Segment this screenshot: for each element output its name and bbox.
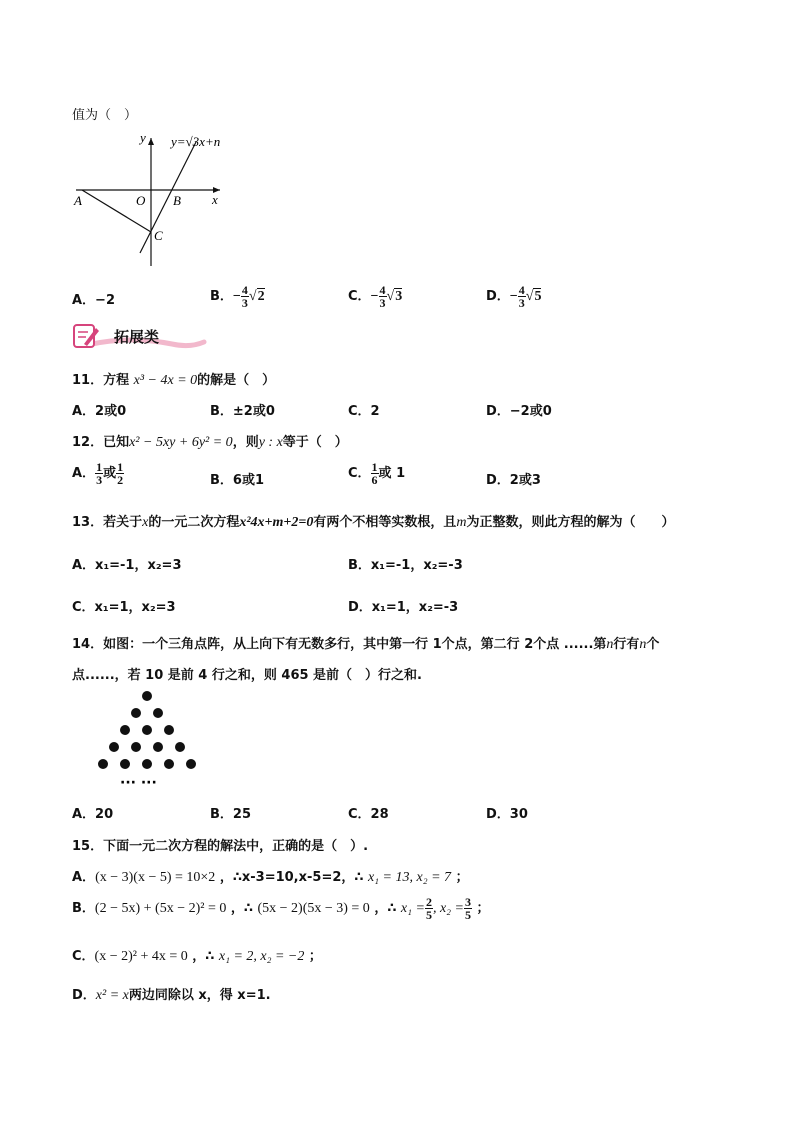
q15-option-a[interactable]: A．(x − 3)(x − 5) = 10×2 ，∴x-3=10,x-5=2，∴ x₁ = 13, x₂ = 7 ； bbox=[72, 870, 469, 885]
q14-stem-line1: 14．如图：一个三角点阵，从上向下有无数多行，其中第一行 1个点，第二行 2个点 ......第n行有n个 bbox=[72, 637, 660, 652]
section-title: 拓展类 bbox=[114, 328, 160, 346]
q11-option-d[interactable]: D．−2或0 bbox=[486, 404, 552, 419]
q14-option-c[interactable]: C．28 bbox=[348, 807, 389, 822]
x-axis-label: x bbox=[212, 192, 218, 207]
y-axis-label: y bbox=[140, 130, 146, 145]
q10-option-b[interactable]: B．− $\frac{4}{3}$ √2 bbox=[210, 283, 265, 310]
q12-stem: 12．已知x² − 5xy + 6y² = 0，则y : x等于（ ） bbox=[72, 435, 348, 450]
q13-option-b[interactable]: B．x₁=-1，x₂=-3 bbox=[348, 558, 463, 573]
q15-stem: 15．下面一元二次方程的解法中，正确的是（ ）. bbox=[72, 839, 369, 854]
q12-option-b[interactable]: B．6或1 bbox=[210, 473, 264, 488]
q10-stem-tail: 值为（ ） bbox=[72, 108, 138, 123]
q13-option-d[interactable]: D．x₁=1，x₂=-3 bbox=[348, 600, 459, 615]
q13-option-c[interactable]: C．x₁=1，x₂=3 bbox=[72, 600, 176, 615]
q15-option-d[interactable]: D．x² = x两边同除以 x，得 x=1. bbox=[72, 988, 271, 1003]
point-c-label: C bbox=[154, 228, 163, 243]
point-b-label: B bbox=[173, 193, 181, 208]
q10-option-d[interactable]: D．− $\frac{4}{3}$ √5 bbox=[486, 283, 542, 310]
q11-stem: 11．方程 x³ − 4x = 0的解是（ ） bbox=[72, 373, 276, 388]
q14-option-d[interactable]: D．30 bbox=[486, 807, 528, 822]
y-axis-arrow bbox=[148, 138, 154, 145]
point-a-label: A bbox=[74, 193, 82, 208]
q12-option-a[interactable]: A． $\frac{1}{3}$ 或 $\frac{1}{2}$ bbox=[72, 460, 124, 487]
line-equation-label: y=√3x+n bbox=[171, 134, 221, 149]
q13-stem: 13．若关于x的一元二次方程x²4x+m+2=0有两个不相等实数根，且m为正整数，则此方程的解为（ ） bbox=[72, 515, 675, 530]
q15-option-c[interactable]: C．(x − 2)² + 4x = 0 ，∴ x₁ = 2, x₂ = −2 ； bbox=[72, 949, 322, 964]
q12-option-c[interactable]: C． $\frac{1}{6}$ 或 1 bbox=[348, 460, 406, 487]
q14-stem-line2: 点......，若 10 是前 4 行之和，则 465 是前（ ）行之和. bbox=[72, 668, 422, 683]
point-o-label: O bbox=[136, 193, 146, 208]
dot-ellipsis: ··· ··· bbox=[120, 775, 157, 790]
q14-option-b[interactable]: B．25 bbox=[210, 807, 251, 822]
q11-option-a[interactable]: A．2或0 bbox=[72, 404, 127, 419]
q11-option-b[interactable]: B．±2或0 bbox=[210, 404, 275, 419]
section-header bbox=[72, 322, 207, 352]
q15-option-b[interactable]: B．(2 − 5x) + (5x − 2)² = 0 ，∴ (5x − 2)(5x − 3) = 0 ，∴ x₁ = $\frac{2}{5}$ , x₂ = $\frac{3}{5}$ ； bbox=[72, 895, 490, 922]
q10-graph-figure bbox=[70, 128, 240, 270]
q14-option-a[interactable]: A．20 bbox=[72, 807, 114, 822]
q11-option-c[interactable]: C．2 bbox=[348, 404, 380, 419]
triangle-dot-array-figure bbox=[90, 688, 210, 790]
q12-option-d[interactable]: D．2或3 bbox=[486, 473, 541, 488]
q10-option-c[interactable]: C．− $\frac{4}{3}$ √3 bbox=[348, 283, 403, 310]
line-y-sqrt3x-n bbox=[140, 142, 196, 253]
q13-option-a[interactable]: A．x₁=-1，x₂=3 bbox=[72, 558, 182, 573]
q10-option-a[interactable]: A．−2 bbox=[72, 293, 115, 308]
